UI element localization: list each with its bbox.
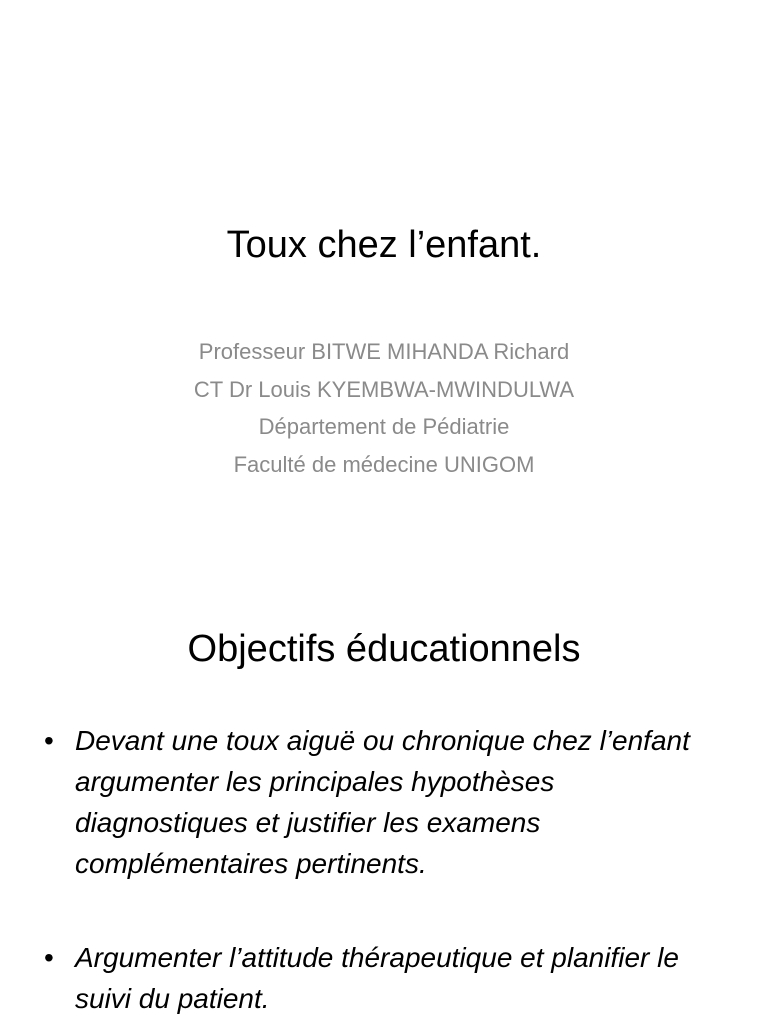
slide-title-heading: Toux chez l’enfant. — [226, 224, 542, 266]
slide-objectives — [0, 512, 768, 1024]
slide-subtitle — [0, 333, 768, 483]
objective-item — [44, 720, 734, 884]
objective-item — [44, 937, 734, 1019]
subtitle-line-coauthor: CT Dr Louis KYEMBWA-MWINDULWA — [193, 376, 575, 402]
subtitle-line-department: Département de Pédiatrie — [258, 414, 510, 439]
objectives-heading: Objectifs éducationnels — [187, 628, 581, 670]
objective-text: Argumenter l’attitude thérapeutique et planifier le suivi du patient. — [75, 942, 679, 1014]
objectives-list — [44, 720, 734, 1019]
bullet-marker: • — [44, 942, 54, 973]
subtitle-line-faculty: Faculté de médecine UNIGOM — [233, 451, 535, 477]
objective-text: Devant une toux aiguë ou chronique chez l’enfant argumenter les principales hypothèses diagnostiques et justifier les examens complémentaires pertinents. — [75, 725, 690, 879]
subtitle-line-author: Professeur BITWE MIHANDA Richard — [198, 339, 570, 364]
bullet-marker: • — [44, 725, 54, 756]
